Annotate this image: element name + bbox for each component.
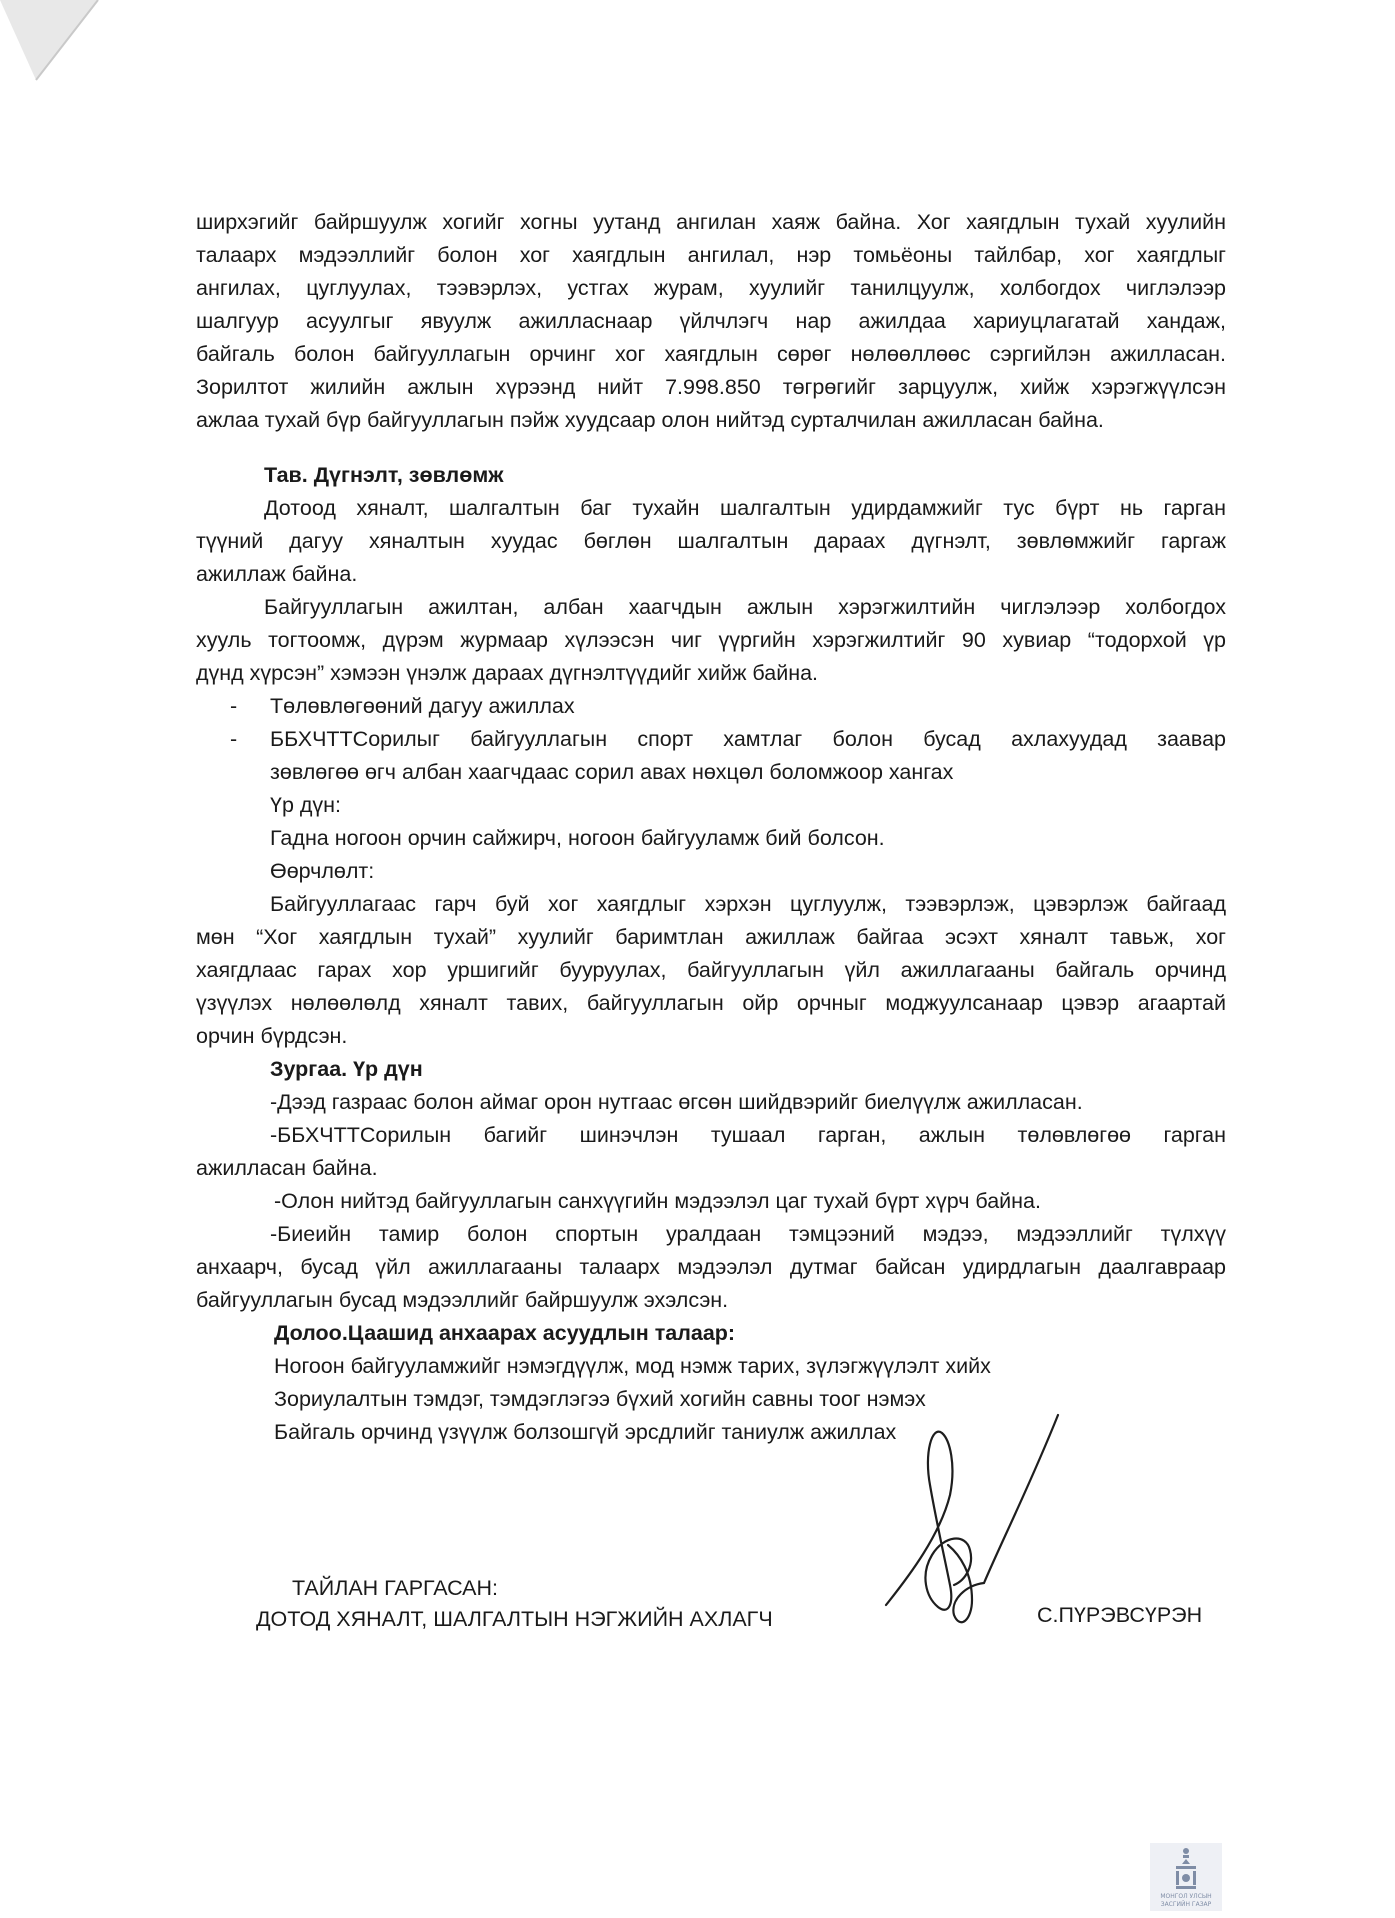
text-line: ажилласан байна. [196, 1156, 378, 1180]
text-line: Байгууллагын ажилтан, албан хаагчдын ажлын хэрэгжилтийн чиглэлээр холбогдох [264, 595, 1226, 619]
text-line: дүнд хүрсэн” хэмээн үнэлж дараах дүгнэлтүүдийг хийж байна. [196, 661, 819, 685]
text-line: Дотоод хяналт, шалгалтын баг тухайн шалгалтын удирдамжийг тус бүрт нь гарган [264, 496, 1226, 520]
text-line: үзүүлэх нөлөөлөлд хяналт тавих, байгууллагын ойр орчныг моджуулсанаар цэвэр агаартай [196, 991, 1226, 1015]
list-dash: - [230, 727, 238, 751]
list-dash: - [230, 694, 238, 718]
text-line: -Олон нийтэд байгууллагын санхүүгийн мэдээлэл цаг тухай бүрт хүрч байна. [274, 1189, 1041, 1213]
text-line: -Дээд газраас болон аймаг орон нутгаас өгсөн шийдвэрийг биелүүлж ажилласан. [270, 1090, 1083, 1114]
text-line: мөн “Хог хаягдлын тухай” хуулийг баримтлан ажиллаж байгаа эсэхт хяналт тавьж, хог [196, 925, 1226, 949]
text-line: Байгууллагаас гарч буй хог хаягдлыг хэрхэн цуглуулж, тээвэрлэж, цэвэрлэж байгаад [270, 892, 1226, 916]
list-item: Байгаль орчинд үзүүлж болзошгүй эрсдлийг таниулж ажиллах [274, 1420, 897, 1444]
innovation-paragraph [196, 888, 1226, 1053]
text-line: -Биеийн тамир болон спортын уралдаан тэмцээний мэдээ, мэдээллийг түлхүү [270, 1222, 1226, 1246]
section-6-item-2 [196, 1119, 1226, 1185]
list-item [196, 690, 1226, 723]
result-text: Гадна ногоон орчин сайжирч, ногоон байгууламж бий болсон. [270, 826, 885, 850]
text-line: зөвлөгөө өгч албан хаагчдаас сорил авах нөхцөл боломжоор хангах [270, 760, 954, 784]
document-body [196, 206, 1226, 1449]
handwritten-signature [880, 1405, 1060, 1645]
list-item [196, 723, 1226, 789]
signer-position: ДОТОД ХЯНАЛТ, ШАЛГАЛТЫН НЭГЖИЙН АХЛАГЧ [256, 1607, 773, 1631]
result-label: Үр дүн: [270, 793, 342, 817]
text-line: ангилах, цуглуулах, тээвэрлэх, устгах журам, хуулийг танилцуулж, холбогдох чиглэлээр [196, 276, 1226, 300]
text-line: ажлаа тухай бүр байгууллагын пэйж хуудсаар олон нийтэд сурталчилан ажилласан байна. [196, 408, 1104, 432]
section-5-heading: Тав. Дүгнэлт, зөвлөмж [264, 463, 504, 487]
text-line: анхаарч, бусад үйл ажиллагааны талаарх мэдээлэл дутмаг байсан удирдлагын даалгавраар [196, 1255, 1226, 1279]
innovation-label: Өөрчлөлт: [270, 859, 375, 883]
text-line: байгууллагын бусад мэдээллийг байршуулж эхэлсэн. [196, 1288, 729, 1312]
text-line: ширхэгийг байршуулж хогийг хогны уутанд ангилан хаяж байна. Хог хаягдлын тухай хуулийн [196, 210, 1226, 234]
text-line: -ББХЧТТСорилын багийг шинэчлэн тушаал гарган, ажлын төлөвлөгөө гарган [270, 1123, 1226, 1147]
text-line: түүний дагуу хяналтын хуудас бөглөн шалгалтын дараах дүгнэлт, зөвлөмжийг гаргаж [196, 529, 1226, 553]
folded-page-corner [0, 0, 140, 110]
text-line: Төлөвлөгөөний дагуу ажиллах [270, 694, 575, 718]
text-line: ББХЧТТСорилыг байгууллагын спорт хамтлаг болон бусад ахлахуудад заавар [270, 727, 1226, 751]
text-line: ажиллаж байна. [196, 562, 358, 586]
signer-name: С.ПҮРЭВСҮРЭН [1037, 1603, 1203, 1627]
section-6-heading: Зургаа. Үр дүн [270, 1057, 423, 1081]
text-line: Зорилтот жилийн ажлын хүрээнд нийт 7.998.850 төгрөгийг зарцуулж, хийж хэрэгжүүлсэн [196, 375, 1226, 399]
text-line: орчин бүрдсэн. [196, 1024, 348, 1048]
list-item: Зориулалтын тэмдэг, тэмдэглэгээ бүхий хогийн савны тоог нэмэх [274, 1387, 926, 1411]
government-emblem-logo [1150, 1843, 1222, 1911]
list-item: Ногоон байгууламжийг нэмэгдүүлж, мод нэмж тарих, зүлэгжүүлэлт хийх [274, 1354, 991, 1378]
prepared-by-label: ТАЙЛАН ГАРГАСАН: [292, 1576, 499, 1600]
logo-text-line-1: МОНГОЛ УЛСЫН [1160, 1893, 1212, 1900]
intro-paragraph [196, 206, 1226, 437]
text-line: талаарх мэдээллийг болон хог хаягдлын ангилал, нэр томьёоны тайлбар, хог хаягдлыг [196, 243, 1226, 267]
section-7-heading: Долоо.Цаашид анхаарах асуудлын талаар: [274, 1321, 736, 1345]
logo-text-line-2: ЗАСГИЙН ГАЗАР [1160, 1901, 1212, 1908]
section-5-paragraph-2 [196, 591, 1226, 690]
section-6-item-4 [196, 1218, 1226, 1317]
text-line: байгаль болон байгууллагын орчинг хог хаягдлын сөрөг нөлөөллөөс сэргийлэн ажилласан. [196, 342, 1226, 366]
section-5-paragraph-1 [196, 492, 1226, 591]
text-line: хууль тогтоомж, дүрэм журмаар хүлээсэн чиг үүргийн хэрэгжилтийг 90 хувиар “тодорхой үр [196, 628, 1226, 652]
text-line: хаягдлаас гарах хор уршигийг бууруулах, байгууллагын үйл ажиллагааны байгаль орчинд [196, 958, 1226, 982]
text-line: шалгуур асуулгыг явуулж ажилласнаар үйлчлэгч нар ажилдаа хариуцлагатай хандаж, [196, 309, 1226, 333]
